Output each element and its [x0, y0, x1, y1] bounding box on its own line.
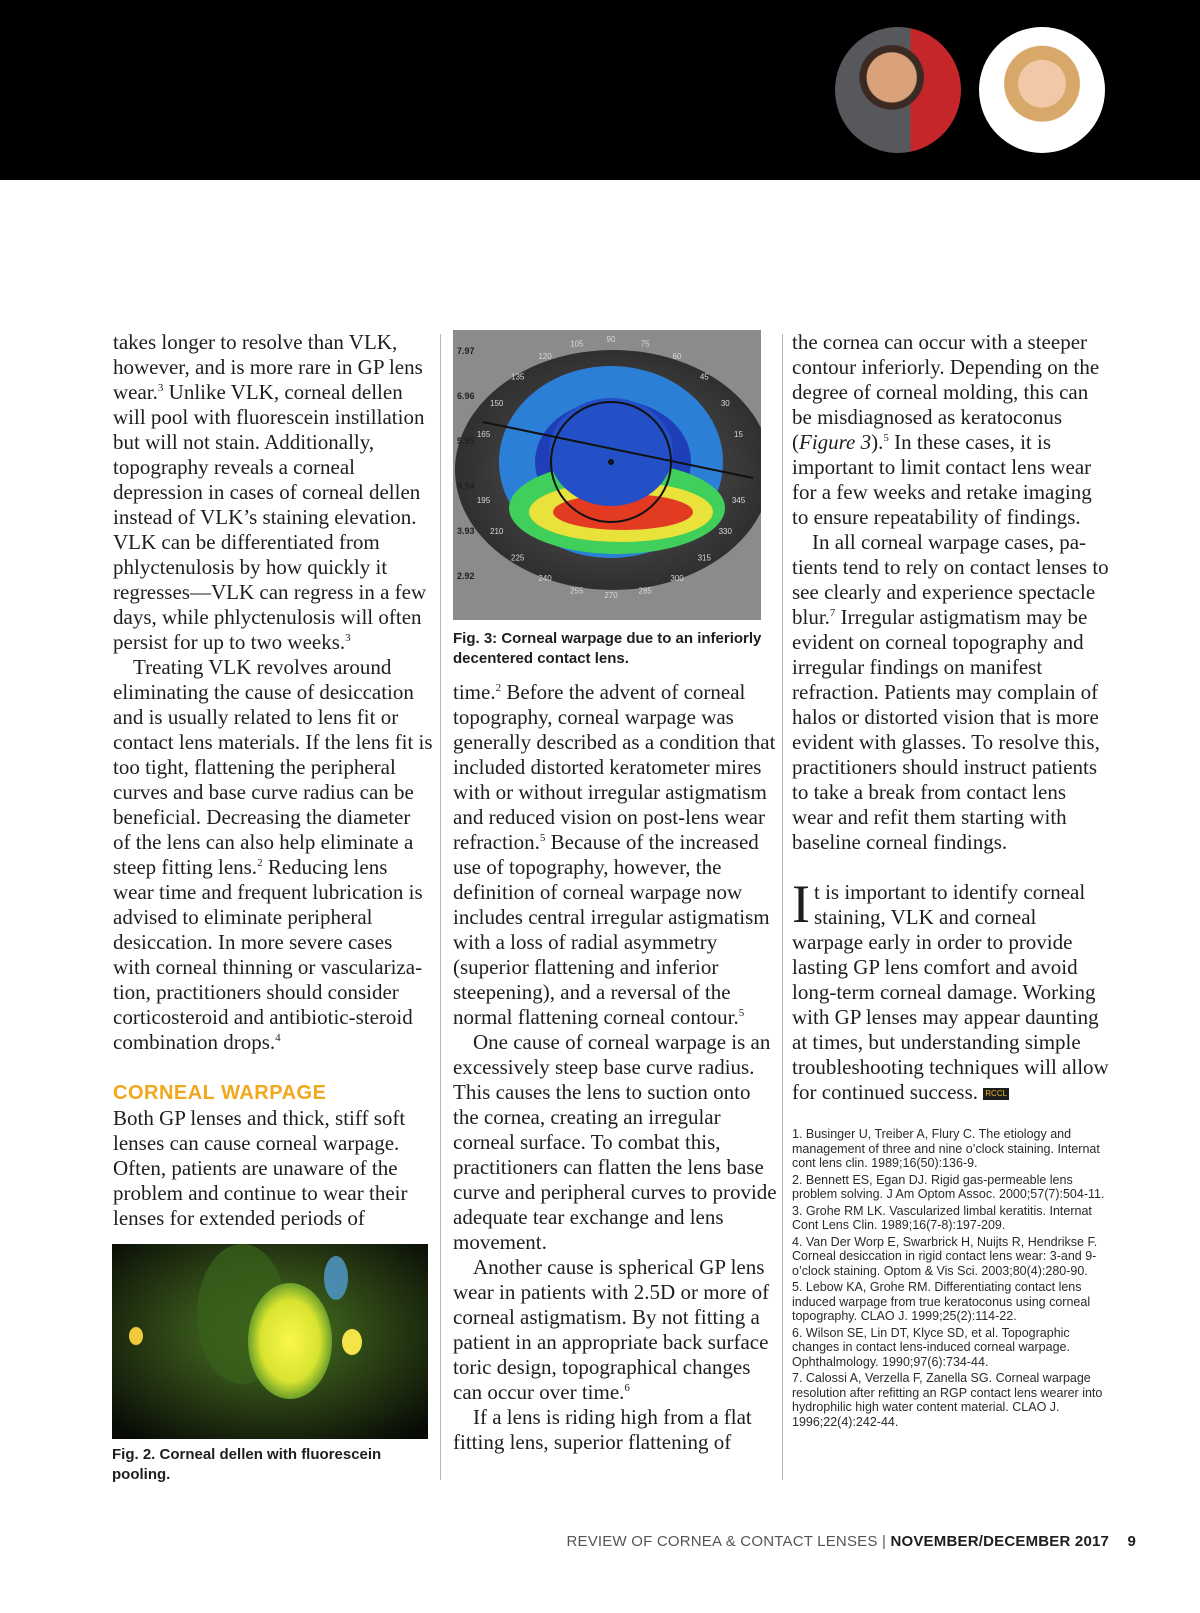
figure-2-fluorescein-photo [112, 1244, 428, 1439]
column-rule [440, 334, 441, 1480]
scale-label: 6.96 [457, 391, 475, 401]
scale-label: 5.95 [457, 436, 475, 446]
footer-separator: | [881, 1533, 887, 1550]
reflection-spot [129, 1327, 143, 1345]
reference-item: 7. Calossi A, Verzella F, Zanella SG. Corneal warpage resolution after refitting an RGP contact lens wearer into hydrophilic high water content material. CLAO J. 1996;22(4):242-44. [792, 1371, 1103, 1429]
closing-text: t is important to identify corneal staining, VLK and corneal warpage early in order to provide lasting GP lens comfort and avoid long-term corneal damage. Working with GP lenses may appear daunting at times, but understanding simple troubleshooting techniques will allow for continued success. [792, 880, 1109, 1104]
degree-label: 15 [734, 429, 743, 439]
reference-superscript: 7 [829, 607, 836, 619]
degree-label: 270 [604, 591, 618, 600]
reference-item: 6. Wilson SE, Lin DT, Klyce SD, et al. Topographic changes in contact lens-induced corneal warpage. Ophthalmology. 1990;97(6):734-44. [792, 1325, 1070, 1369]
reference-superscript: 5 [738, 1007, 745, 1019]
scale-label: 2.92 [457, 571, 475, 581]
degree-label: 210 [490, 527, 504, 536]
author-photo-woman [979, 27, 1105, 153]
reference-item: 1. Businger U, Treiber A, Flury C. The etiology and management of three and nine o’clock staining. Internat cont lens clin. 1989;16(50):136-9. [792, 1127, 1100, 1170]
scale-label: 4.94 [457, 481, 475, 491]
apex-marker [608, 459, 614, 465]
drop-cap: I [792, 874, 810, 934]
header-banner [0, 0, 1200, 180]
reference-superscript: 2 [495, 682, 502, 694]
degree-label: 330 [718, 527, 732, 536]
degree-label: 300 [670, 573, 684, 583]
column-rule [782, 334, 783, 1480]
reference-item: 3. Grohe RM LK. Vascularized limbal keratitis. Internat Cont Lens Clin. 1989;16(7-8):197-209. [792, 1203, 1092, 1232]
paragraph: Both GP lenses and thick, stiff soft lenses can cause corneal warpage. Often, patients are unaware of the problem and continue to wear their lenses for extended periods of [113, 1106, 408, 1230]
issue-date: NOVEMBER/DECEMBER 2017 [890, 1533, 1110, 1550]
degree-label: 285 [638, 586, 652, 596]
reference-superscript: 5 [539, 832, 546, 844]
paragraph: Treating VLK revolves around eliminating the cause of desiccation and is usually related to lens fit or contact lens materials. If the lens fit is too tight, flattening the peripheral curves and base curve radius can be beneficial. Decreasing the diameter of the lens can also help eliminate a steep fitting lens.$^2$ Reducing lens wear time and frequent lubrication is advised to eliminate peripheral desiccation. In more severe cases with corneal thinning or vascularization, practitioners should consider corticosteroid and antibiotic-steroid combination drops.$^4$ [113, 655, 433, 1054]
figure-3-caption: Fig. 3: Corneal warpage due to an inferiorly decentered contact lens. [453, 630, 762, 667]
figure-2-caption: Fig. 2. Corneal dellen with fluorescein pooling. [112, 1446, 382, 1483]
column-right [792, 330, 1112, 1105]
journal-name: REVIEW OF CORNEA & CONTACT LENSES [566, 1533, 878, 1550]
degree-label: 150 [490, 399, 504, 408]
paragraph: time.$^2$ Before the advent of corneal topography, corneal warpage was generally described as a condition that included distorted keratometer mires with or without irregular astigmatism and reduced vision on post-lens wear refraction.$^5$ Because of the increased use of topography, however, the definition of corneal warpage now includes central irregular astigmatism with a loss of radial asymmetry (superior flattening and inferior steepening), and a reversal of the normal flattening corneal contour.$^5$ [453, 680, 776, 1029]
degree-label: 195 [476, 496, 491, 506]
degree-label: 30 [720, 399, 730, 408]
author-photo-man [835, 27, 961, 153]
page-number: 9 [1127, 1533, 1136, 1550]
section-heading: CORNEAL WARPAGE [113, 1082, 327, 1104]
figure-reference: Figure 3 [799, 430, 872, 454]
degree-label: 345 [731, 496, 746, 506]
paragraph: the cornea can occur with a steeper contour inferiorly. Depending on the degree of corneal molding, this can be misdiagnosed as keratoconus (Figure 3).$^5$ In these cases, it is important to limit contact lens wear for a few weeks and retake imaging to ensure repeatability of findings. [792, 330, 1100, 529]
scale-label: 3.93 [457, 526, 475, 536]
light-reflex [324, 1256, 348, 1300]
reference-item: 2. Bennett ES, Egan DJ. Rigid gas-permeable lens problem solving. J Am Optom Assoc. 2000;57(7):504-11. [792, 1172, 1105, 1201]
paragraph: One cause of corneal warpage is an excessively steep base curve radius. This causes the lens to suction onto the cornea, creating an irregular corneal surface. To combat this, practitioners can flatten the lens base curve and peripheral curves to provide adequate tear exchange and lens movement. [453, 1030, 777, 1254]
degree-label: 165 [476, 429, 491, 439]
references-list [792, 1127, 1112, 1431]
degree-label: 135 [511, 372, 525, 382]
reference-superscript: 5 [883, 432, 889, 444]
map-central-zone [549, 398, 673, 506]
reference-superscript: 3 [157, 382, 164, 394]
degree-label: 315 [697, 553, 711, 563]
closing-paragraph [792, 874, 1112, 1105]
reference-item: 5. Lebow KA, Grohe RM. Differentiating contact lens induced warpage from true keratoconus using corneal topography. CLAO J. 1999;25(2):114-22. [792, 1280, 1091, 1323]
degree-label: 45 [699, 372, 709, 382]
fluorescein-image [112, 1244, 428, 1439]
degree-label: 240 [538, 573, 552, 583]
paragraph: In all corneal warpage cases, patients tend to rely on contact lenses to see clearly and experience spectacle blur.$^7$ Irregular astigmatism may be evident on corneal topography and irregular findings on manifest refraction. Patients may complain of halos or distorted vision that is more evident with glasses. To resolve this, practitioners should instruct patients to take a break from contact lens wear and refit them starting with baseline corneal findings. [792, 530, 1109, 854]
degree-label: 75 [640, 339, 650, 349]
reference-superscript: 6 [624, 1382, 630, 1394]
degree-label: 90 [606, 335, 616, 344]
fluorescein-pool [248, 1283, 332, 1399]
figure-3-topography-map [453, 330, 761, 620]
reference-item: 4. Van Der Worp E, Swarbrick H, Nuijts R, Hendrikse F. Corneal desiccation in rigid contact lens wear: 3-and 9-o’clock staining. Optom & Vis Sci. 2003;80(4):280-90. [792, 1234, 1098, 1278]
end-mark-badge: RCCL [985, 1089, 1008, 1098]
degree-label: 105 [570, 339, 584, 349]
page-footer [566, 1533, 1136, 1550]
degree-label: 120 [538, 352, 552, 362]
paragraph: If a lens is riding high from a flat fitting lens, superior flattening of [453, 1405, 752, 1454]
reference-superscript: 3 [345, 632, 351, 644]
topography-image [453, 330, 761, 620]
column-middle [453, 680, 778, 1455]
reflection-spot [342, 1329, 362, 1355]
reference-superscript: 2 [257, 857, 263, 869]
degree-label: 255 [570, 586, 584, 596]
degree-label: 60 [672, 352, 682, 362]
degree-label: 225 [511, 553, 525, 563]
reference-superscript: 4 [275, 1032, 281, 1044]
column-left [113, 330, 433, 1231]
paragraph: Another cause is spherical GP lens wear in patients with 2.5D or more of corneal astigmatism. By not fitting a patient in an appropriate back surface toric design, topographical changes can occur over time.$^6$ [453, 1255, 770, 1404]
scale-label: 7.97 [457, 346, 475, 356]
paragraph: takes longer to resolve than VLK, however, and is more rare in GP lens wear.$^3$ Unlike VLK, corneal dellen will pool with fluorescein instillation but will not stain. Additionally, topography reveals a corneal depression in cases of corneal dellen instead of VLK’s staining elevation. VLK can be differentiated from phlyctenulosis by how quickly it regresses—VLK can regress in a few days, while phlyctenulosis will often persist for up to two weeks.$^3$ [113, 330, 427, 654]
